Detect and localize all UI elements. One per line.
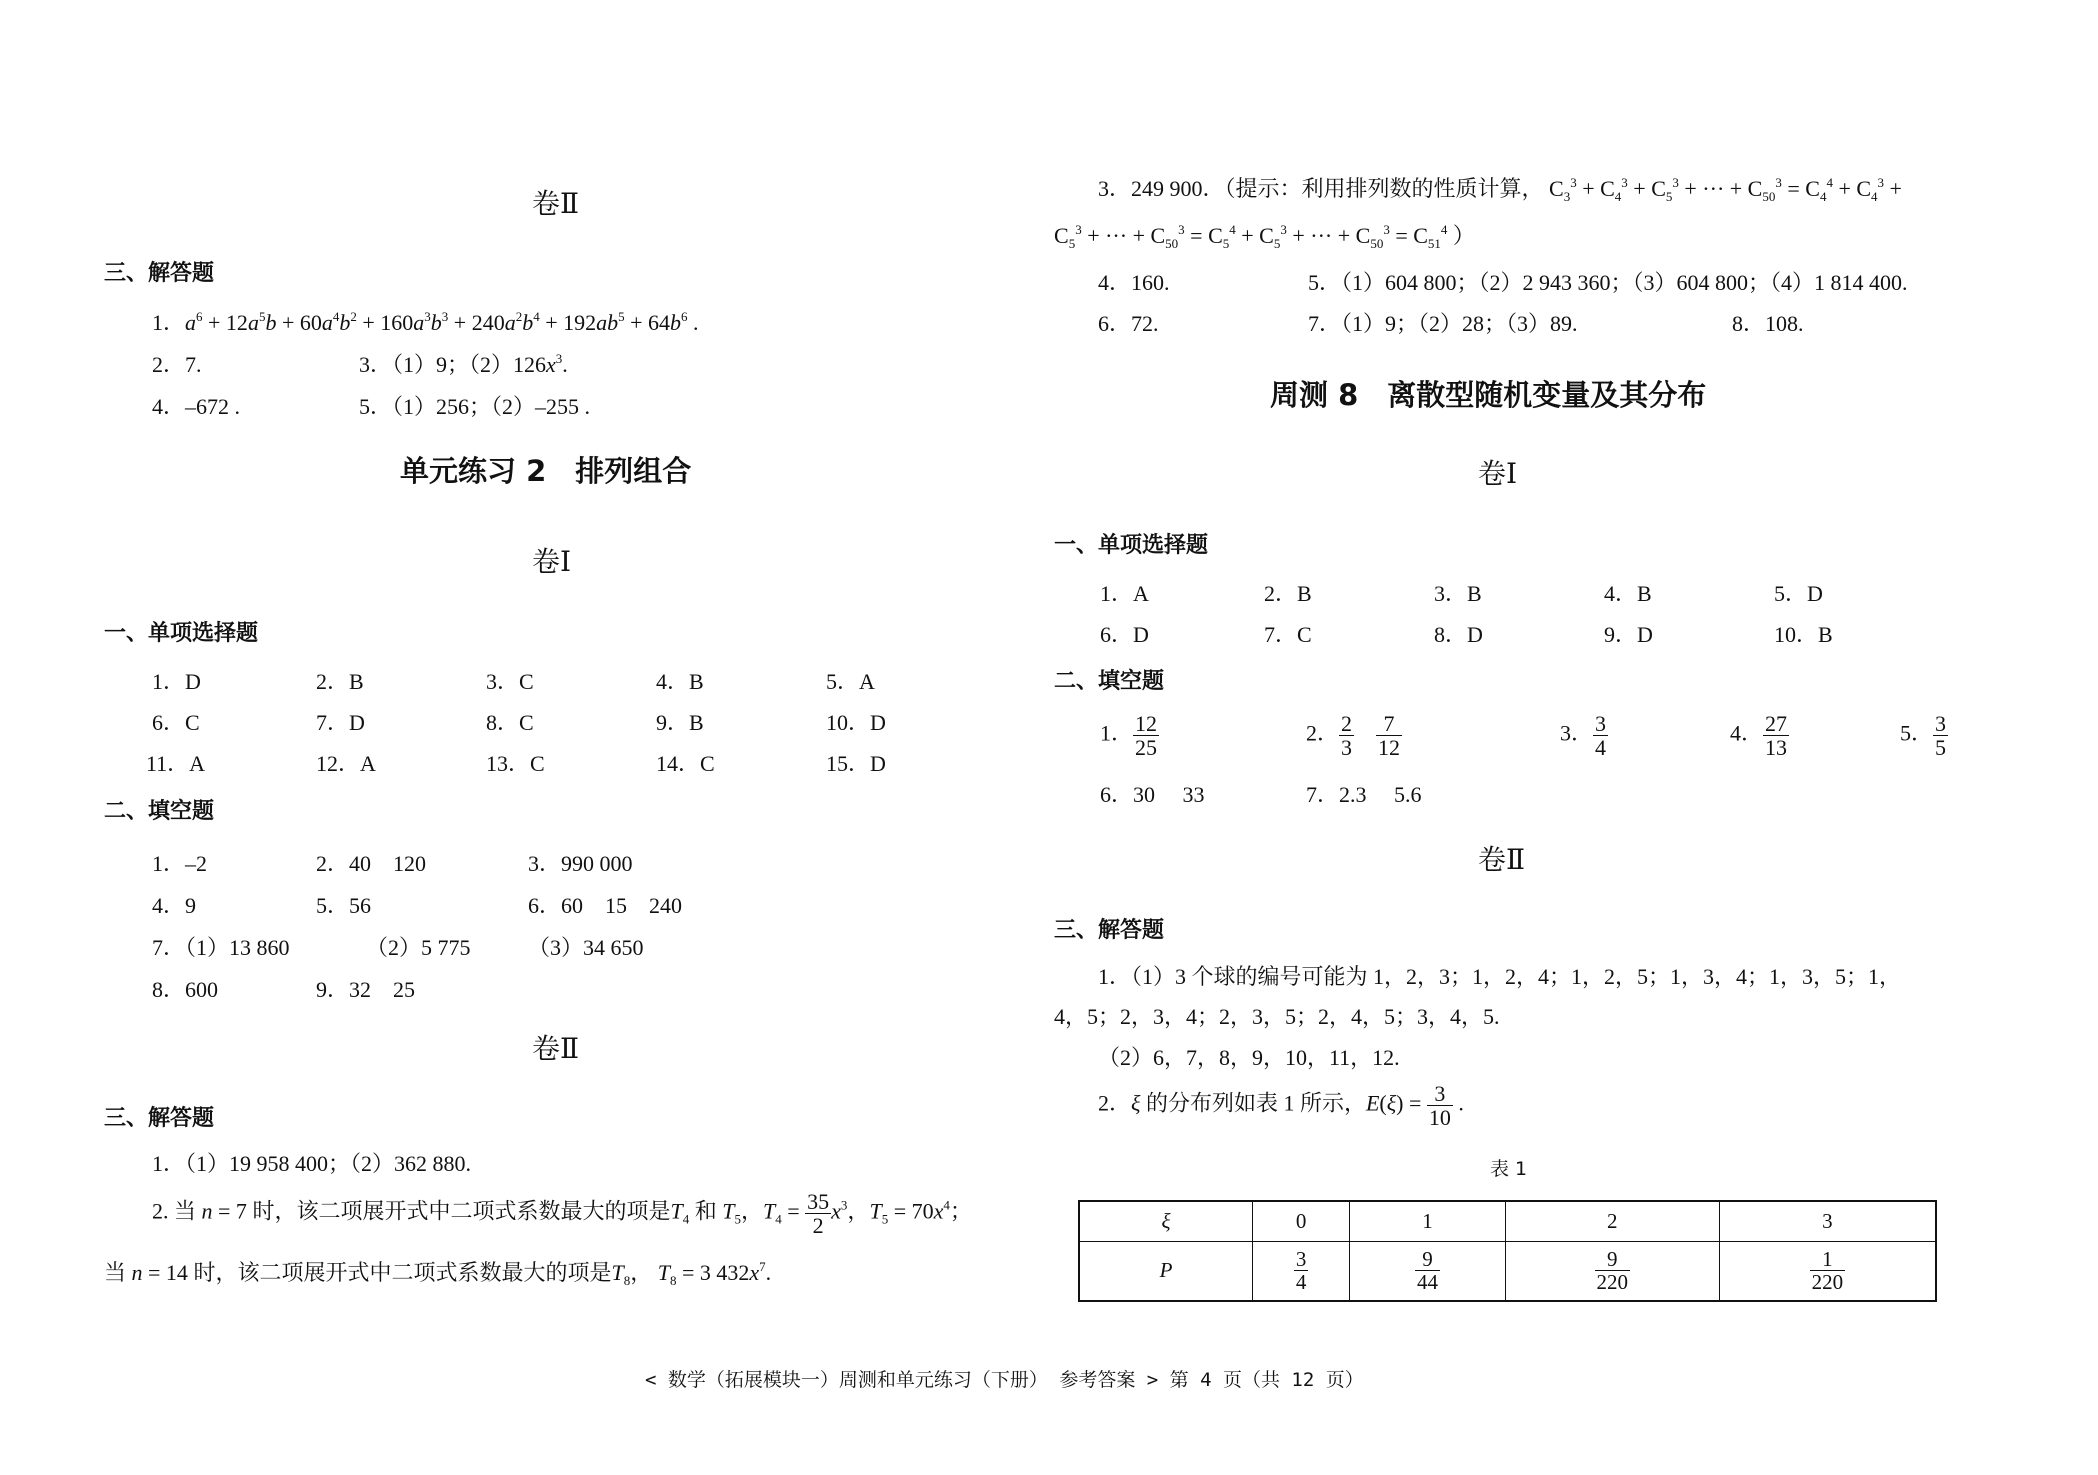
- answer-line: 4，5；2，3，4；2，3，5；2，4，5；3，4，5.: [1054, 1004, 1500, 1029]
- answer-line: 2．7.: [152, 352, 202, 377]
- choice-answer: 10．D: [826, 710, 886, 735]
- answer-line: 4．160.: [1098, 270, 1170, 295]
- fill-answer: 1． $\frac{12}{25}$: [1100, 711, 1158, 761]
- fill-answer: 8．600: [152, 977, 219, 1002]
- table-cell: $\frac{9}{220}$: [1505, 1241, 1719, 1301]
- answer-line: 5．（1）604 800；（2）2 943 360；（3）604 800；（4）1 814 400.: [1308, 270, 1908, 295]
- answer-line: 1．（1）3 个球的编号可能为 1，2，3；1，2，4；1，2，5；1，3，4；1，3，5；1，: [1098, 964, 1902, 989]
- table-cell: 1: [1350, 1201, 1506, 1241]
- fill-answer: （3）34 650: [528, 935, 644, 960]
- table-row-header: ξ: [1079, 1201, 1253, 1241]
- choice-answer: 9．B: [656, 710, 704, 735]
- choice-answer: 8．C: [486, 710, 534, 735]
- fill-answer: 7．2.3 5.6: [1306, 782, 1422, 807]
- table-caption: 表 1: [1490, 1158, 1528, 1180]
- choice-answer: 10．B: [1774, 622, 1833, 647]
- answer-line: 4．–672 .: [152, 394, 241, 419]
- fill-answer: 1．–2: [152, 851, 208, 876]
- choice-answer: 9．D: [1604, 622, 1653, 647]
- table-cell: 2: [1505, 1201, 1719, 1241]
- fill-answer: 5．56: [316, 893, 372, 918]
- answer-line: 2. 当 n = 7 时，该二项展开式中二项式系数最大的项是$T_4$ 和 $T_5$，$T_4$ = $\frac{35}{2}$ $x^3$，$T_5 = 70x^4$；: [152, 1189, 972, 1239]
- answer-line: 8．108.: [1732, 311, 1804, 336]
- fill-answer: （2）5 775: [366, 935, 471, 960]
- section-heading: 三、解答题: [104, 1106, 215, 1131]
- choice-answer: 13．C: [486, 751, 545, 776]
- unit-title: 单元练习 2 排列组合: [400, 454, 692, 488]
- fill-answer: 3． $\frac{3}{4}$: [1560, 711, 1607, 761]
- choice-answer: 2．B: [1264, 581, 1312, 606]
- volume-heading: 卷Ⅱ: [532, 1034, 580, 1065]
- choice-answer: 2．B: [316, 669, 364, 694]
- section-heading: 三、解答题: [104, 261, 215, 286]
- answer-line: 1．$a^6 + 12a^5b + 60a^4b^2 + 160a^3b^3 + 240a^2b^4 + 192ab^5 + 64b^6$ .: [152, 309, 699, 335]
- fill-answer: 6．60 15 240: [528, 893, 683, 918]
- week-title: 周测 8 离散型随机变量及其分布: [1270, 378, 1707, 412]
- fill-answer: 3．990 000: [528, 851, 633, 876]
- table-cell: 0: [1253, 1201, 1350, 1241]
- table-cell: 3: [1719, 1201, 1936, 1241]
- choice-answer: 5．D: [1774, 581, 1823, 606]
- section-heading: 一、单项选择题: [1054, 533, 1209, 558]
- volume-heading: 卷Ⅱ: [532, 189, 580, 220]
- table-cell: $\frac{3}{4}$: [1253, 1241, 1350, 1301]
- choice-answer: 6．C: [152, 710, 200, 735]
- choice-answer: 15．D: [826, 751, 886, 776]
- volume-heading: 卷Ⅰ: [1478, 459, 1518, 490]
- answer-line: 1．（1）19 958 400；（2）362 880.: [152, 1151, 472, 1176]
- choice-answer: 11．A: [146, 751, 206, 776]
- section-heading: 一、单项选择题: [104, 621, 259, 646]
- answer-line: 3．（1）9；$(2)126x^3$.: [359, 351, 568, 377]
- choice-answer: 14．C: [656, 751, 715, 776]
- answer-line: 5．（1）256；（2）–255 .: [359, 394, 591, 419]
- table-row-header: P: [1079, 1241, 1253, 1301]
- section-heading: 三、解答题: [1054, 918, 1165, 943]
- fill-answer: 7．（1）13 860: [152, 935, 290, 960]
- fill-answer: 9．32 25: [316, 977, 416, 1002]
- answer-line: 7．（1）9；（2）28；（3）89.: [1308, 311, 1578, 336]
- answer-line: 3．249 900．（提示：利用排列数的性质计算， $C_3^3 + C_4^3 + C_5^3$ + ··· + $C_{50}^3 = C_4^4 + C_4^3$ +: [1098, 175, 1902, 204]
- fill-answer: 4．9: [152, 893, 197, 918]
- volume-heading: 卷Ⅰ: [532, 547, 572, 578]
- table-cell: $\frac{9}{44}$: [1350, 1241, 1506, 1301]
- fill-answer: 5． $\frac{3}{5}$: [1900, 711, 1947, 761]
- choice-answer: 5．A: [826, 669, 875, 694]
- choice-answer: 8．D: [1434, 622, 1483, 647]
- distribution-table: [1078, 1200, 1937, 1302]
- fill-answer: 6．30 33: [1100, 782, 1205, 807]
- answer-line: 6．72.: [1098, 311, 1159, 336]
- choice-answer: 3．C: [486, 669, 534, 694]
- answer-line: 当 n = 14 时，该二项展开式中二项式系数最大的项是$T_8$， $T_8 = 3$ $432x^7$.: [104, 1259, 772, 1288]
- choice-answer: 1．D: [152, 669, 201, 694]
- answer-line: 2．ξ 的分布列如表 1 所示，E(ξ) = $\frac{3}{10}$ .: [1098, 1081, 1464, 1131]
- fill-answer: 2． $\frac{2}{3}$ $\frac{7}{12}$: [1306, 711, 1401, 761]
- volume-heading: 卷Ⅱ: [1478, 845, 1526, 876]
- choice-answer: 4．B: [656, 669, 704, 694]
- page-footer: < 数学（拓展模块一）周测和单元练习（下册） 参考答案 > 第 4 页（共 12 页）: [645, 1369, 1364, 1391]
- choice-answer: 3．B: [1434, 581, 1482, 606]
- answer-line: $C_5^3$ + ··· + $C_{50}^3 = C_5^4 + C_5^3$ + ··· + $C_{50}^3 = C_{51}^4$ ）: [1054, 222, 1475, 251]
- fill-answer: 4． $\frac{27}{13}$: [1730, 711, 1788, 761]
- choice-answer: 7．C: [1264, 622, 1312, 647]
- fill-answer: 2．40 120: [316, 851, 427, 876]
- choice-answer: 6．D: [1100, 622, 1149, 647]
- section-heading: 二、填空题: [104, 799, 215, 824]
- table-cell: $\frac{1}{220}$: [1719, 1241, 1936, 1301]
- choice-answer: 7．D: [316, 710, 365, 735]
- choice-answer: 4．B: [1604, 581, 1652, 606]
- section-heading: 二、填空题: [1054, 669, 1165, 694]
- answer-line: （2）6，7，8，9，10，11，12.: [1098, 1045, 1400, 1070]
- choice-answer: 1．A: [1100, 581, 1149, 606]
- choice-answer: 12．A: [316, 751, 376, 776]
